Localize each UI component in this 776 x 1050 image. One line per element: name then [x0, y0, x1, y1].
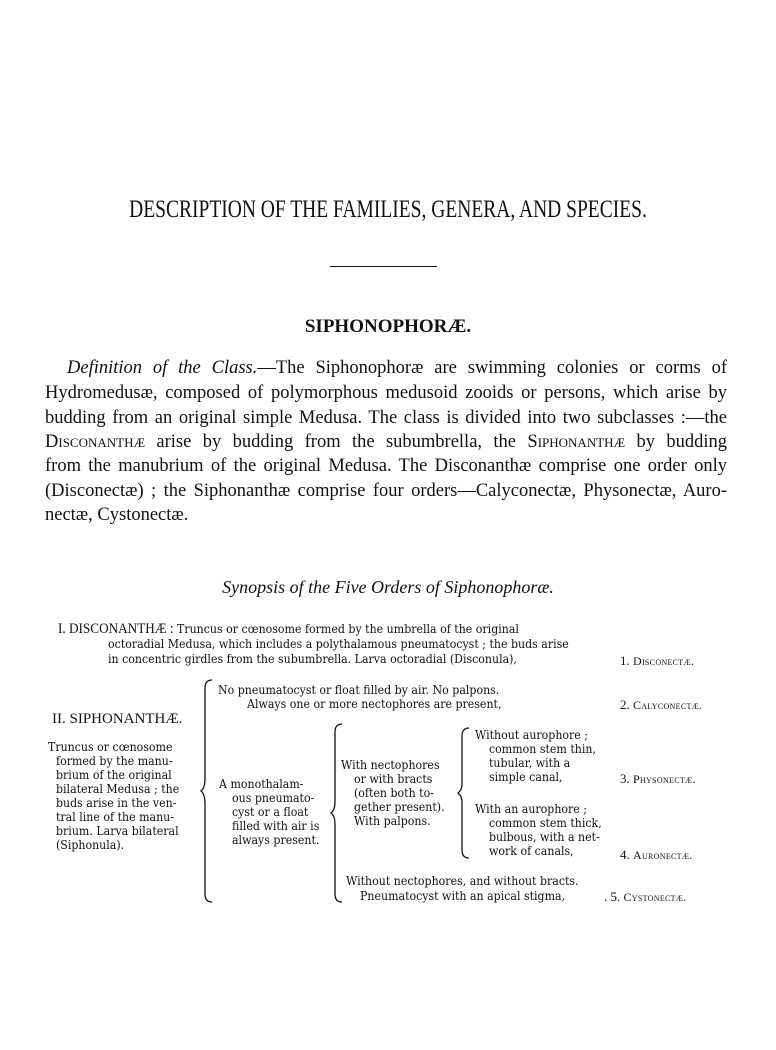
- definition-line-7: nectæ, Cystonectæ.: [45, 505, 189, 525]
- siphonanthae-line-8: (Siphonula).: [56, 837, 125, 852]
- definition-line-1: Definition of the Class.—The Siphonophoræ are swimming colonies or corms of: [67, 358, 728, 378]
- title-divider: [330, 266, 437, 267]
- term-disconanthae: Disconanthæ: [45, 432, 146, 452]
- disconanthae-line-3: in concentric girdles from the subumbrella. Larva octoradial (Disconula),: [108, 651, 517, 666]
- with-aurophore-line-4: work of canals,: [489, 843, 574, 858]
- monothalamous-line-2: ous pneumato-: [232, 790, 315, 805]
- definition-line-4: Disconanthæ arise by budding from the subumbrella, the Siphonanthæ by budding: [45, 432, 728, 452]
- disconanthae-entry: I. DISCONANTHÆ : Truncus or cœnosome formed by the umbrella of the original: [58, 621, 519, 637]
- siphonanthae-line-2: formed by the manu-: [56, 753, 173, 768]
- term-siphonanthae: Siphonanthæ: [527, 432, 626, 452]
- without-aurophore-line-4: simple canal,: [489, 769, 563, 784]
- with-nectophores-line-5: With palpons.: [354, 813, 431, 828]
- monothalamous-line-5: always present.: [232, 832, 320, 847]
- no-pneumatocyst-line-1: No pneumatocyst or float filled by air. No palpons.: [218, 682, 500, 697]
- siphonanthae-line-4: bilateral Medusa ; the: [56, 781, 180, 796]
- without-nectophores-line-1: Without nectophores, and without bracts.: [346, 873, 579, 888]
- page-title: DESCRIPTION OF THE FAMILIES, GENERA, AND SPECIES.: [129, 196, 647, 223]
- disconanthae-line-2: octoradial Medusa, which includes a polythalamous pneumatocyst ; the buds arise: [108, 636, 569, 651]
- order-5: . 5. Cystonectæ.: [604, 889, 687, 904]
- definition-label: Definition of the Class.: [67, 358, 258, 378]
- definition-line-2: Hydromedusæ, composed of polymorphous medusoid zooids or persons, which arise by: [45, 383, 727, 403]
- order-3: 3. Physonectæ.: [620, 771, 696, 786]
- without-aurophore-line-2: common stem thin,: [489, 741, 596, 756]
- monothalamous-line-1: A monothalam-: [219, 776, 304, 791]
- brace-siphonanthae: [200, 678, 214, 904]
- monothalamous-line-4: filled with air is: [232, 818, 320, 833]
- siphonanthae-line-5: buds arise in the ven-: [56, 795, 177, 810]
- with-aurophore-line-3: bulbous, with a net-: [489, 829, 600, 844]
- siphonanthae-line-7: brium. Larva bilateral: [56, 823, 179, 838]
- disconanthae-label: I. DISCONANTHÆ :: [58, 621, 174, 637]
- definition-line-3: budding from an original simple Medusa. The class is divided into two subclasses :—the: [45, 408, 727, 428]
- with-nectophores-line-3: (often both to-: [354, 785, 434, 800]
- siphonanthae-line-6: tral line of the manu-: [56, 809, 174, 824]
- synopsis-title: Synopsis of the Five Orders of Siphonophoræ.: [222, 577, 554, 597]
- without-aurophore-line-3: tubular, with a: [489, 755, 571, 770]
- order-1: 1. Disconectæ.: [620, 653, 695, 668]
- no-pneumatocyst-line-2: Always one or more nectophores are present,: [247, 696, 502, 711]
- brace-monothalamous: [330, 722, 344, 904]
- monothalamous-line-3: cyst or a float: [232, 804, 309, 819]
- brace-nectophores: [457, 726, 471, 860]
- siphonanthae-line-3: brium of the original: [56, 767, 172, 782]
- siphonanthae-label: II. SIPHONANTHÆ.: [52, 711, 183, 727]
- with-nectophores-line-4: gether present).: [354, 799, 445, 814]
- without-aurophore-line-1: Without aurophore ;: [475, 727, 589, 742]
- definition-line-5: from the manubrium of the original Medusa. The Disconanthæ comprise one order only: [45, 456, 727, 476]
- order-4: 4. Auronectæ.: [620, 847, 693, 862]
- definition-line-6: (Disconectæ) ; the Siphonanthæ comprise four orders—Calyconectæ, Physonectæ, Auro-: [45, 481, 727, 501]
- with-aurophore-line-1: With an aurophore ;: [475, 801, 588, 816]
- order-2: 2. Calyconectæ.: [620, 697, 703, 712]
- with-nectophores-line-1: With nectophores: [341, 757, 440, 772]
- without-nectophores-line-2: Pneumatocyst with an apical stigma,: [360, 888, 566, 903]
- class-heading: SIPHONOPHORÆ.: [304, 316, 472, 337]
- siphonanthae-line-1: Truncus or cœnosome: [48, 739, 173, 754]
- with-aurophore-line-2: common stem thick,: [489, 815, 602, 830]
- with-nectophores-line-2: or with bracts: [354, 771, 433, 786]
